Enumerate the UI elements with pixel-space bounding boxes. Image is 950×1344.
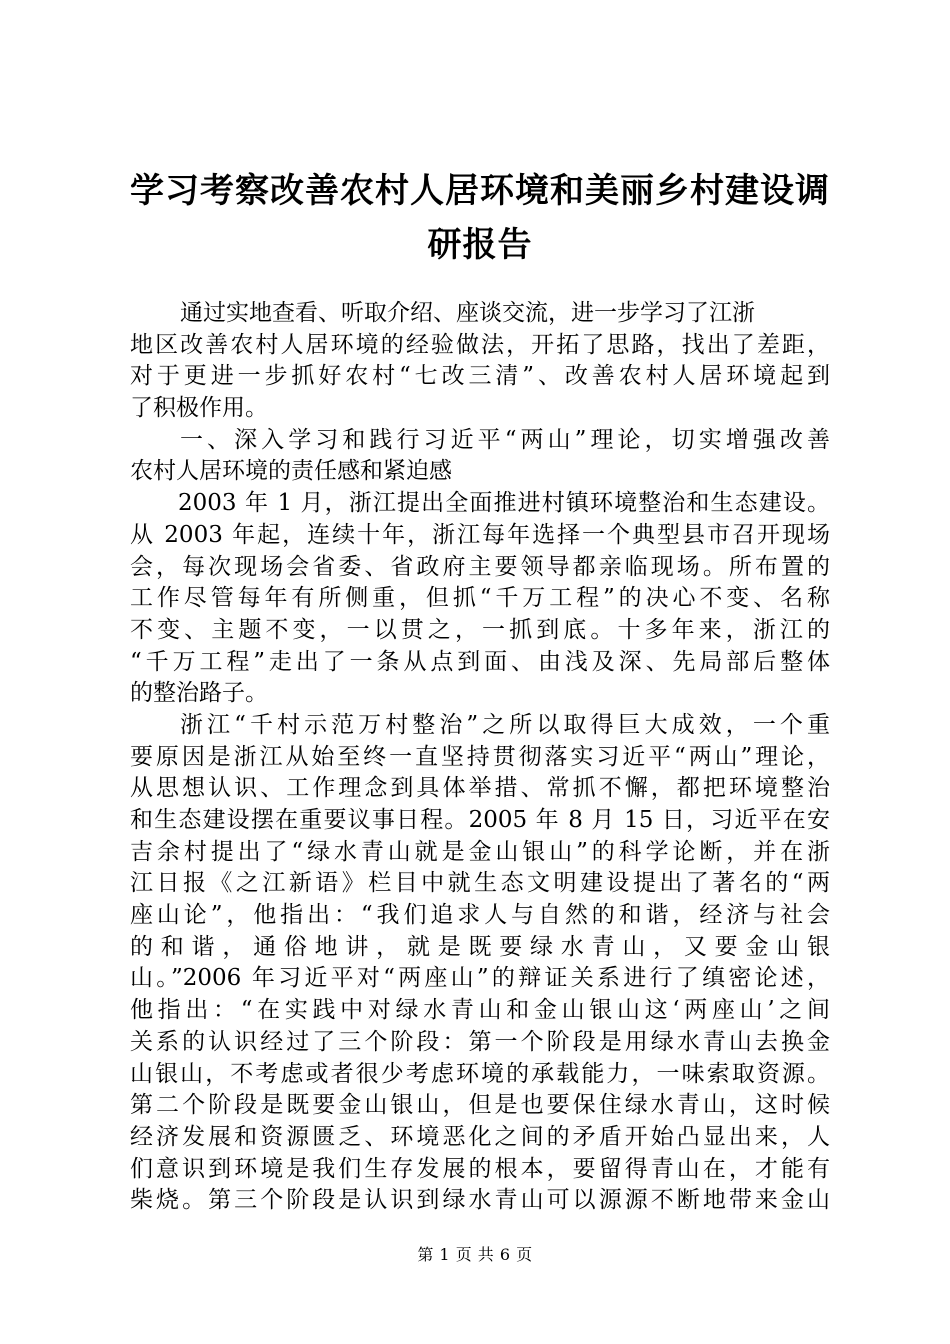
body-line: 和生态建设摆在重要议事日程。2005 年 8 月 15 日，习近平在安 xyxy=(130,807,830,833)
body-line: 会，每次现场会省委、省政府主要领导都亲临现场。所布置的 xyxy=(130,553,830,580)
body-line: 吉余村提出了“绿水青山就是金山银山”的科学论断，并在浙 xyxy=(130,838,830,865)
body-line: 从 2003 年起，连续十年，浙江每年选择一个典型县市召开现场 xyxy=(130,521,830,548)
body-line: 第二个阶段是既要金山银山，但是也要保住绿水青山，这时候 xyxy=(130,1092,830,1119)
body-line: 关系的认识经过了三个阶段：第一个阶段是用绿水青山去换金 xyxy=(130,1028,830,1055)
body-line: 工作尽管每年有所侧重，但抓“千万工程”的决心不变、名称 xyxy=(130,585,830,612)
body-line: 不变、主题不变，一以贯之，一抓到底。十多年来，浙江的 xyxy=(130,616,830,643)
page-number-footer: 第 1 页 共 6 页 xyxy=(417,1245,533,1264)
body-line: 地区改善农村人居环境的经验做法，开拓了思路，找出了差距， xyxy=(130,331,830,358)
body-line: 们意识到环境是我们生存发展的根本，要留得青山在，才能有 xyxy=(130,1155,830,1182)
body-line: 江日报《之江新语》栏目中就生态文明建设提出了著名的“两 xyxy=(130,870,830,897)
body-line: 了积极作用。 xyxy=(130,395,268,422)
section-heading-line: 农村人居环境的责任感和紧迫感 xyxy=(130,458,452,485)
body-line: “千万工程”走出了一条从点到面、由浅及深、先局部后整体 xyxy=(130,648,830,675)
body-line: 对于更进一步抓好农村“七改三清”、改善农村人居环境起到 xyxy=(130,363,830,390)
body-line: 从思想认识、工作理念到具体举措、常抓不懈，都把环境整治 xyxy=(130,775,830,802)
body-line: 要原因是浙江从始至终一直坚持贯彻落实习近平“两山”理论， xyxy=(130,743,830,770)
body-line: 通过实地查看、听取介绍、座谈交流，进一步学习了江浙 xyxy=(180,300,755,326)
body-line: 经济发展和资源匮乏、环境恶化之间的矛盾开始凸显出来，人 xyxy=(130,1123,830,1150)
body-line: 座山论”，他指出：“我们追求人与自然的和谐，经济与社会 xyxy=(130,902,830,929)
body-line: 的整治路子。 xyxy=(130,680,268,707)
body-line: 柴烧。第三个阶段是认识到绿水青山可以源源不断地带来金山 xyxy=(130,1187,830,1214)
section-heading-line: 一、深入学习和践行习近平“两山”理论，切实增强改善 xyxy=(180,426,830,453)
body-line: 2003 年 1 月，浙江提出全面推进村镇环境整治和生态建设。 xyxy=(178,490,830,517)
document-title-line-1: 学习考察改善农村人居环境和美丽乡村建设调 xyxy=(130,171,830,211)
document-title-line-2: 研报告 xyxy=(427,225,533,265)
body-line: 山银山，不考虑或者很少考虑环境的承载能力，一味索取资源。 xyxy=(130,1060,830,1087)
body-line: 的和谐，通俗地讲，就是既要绿水青山，又要金山银 xyxy=(130,933,830,960)
body-line: 山。”2006 年习近平对“两座山”的辩证关系进行了缜密论述， xyxy=(130,965,830,992)
body-line: 他指出：“在实践中对绿水青山和金山银山这‘两座山’之间 xyxy=(130,997,830,1024)
document-body xyxy=(130,298,830,1217)
body-line: 浙江“千村示范万村整治”之所以取得巨大成效，一个重 xyxy=(180,711,830,738)
